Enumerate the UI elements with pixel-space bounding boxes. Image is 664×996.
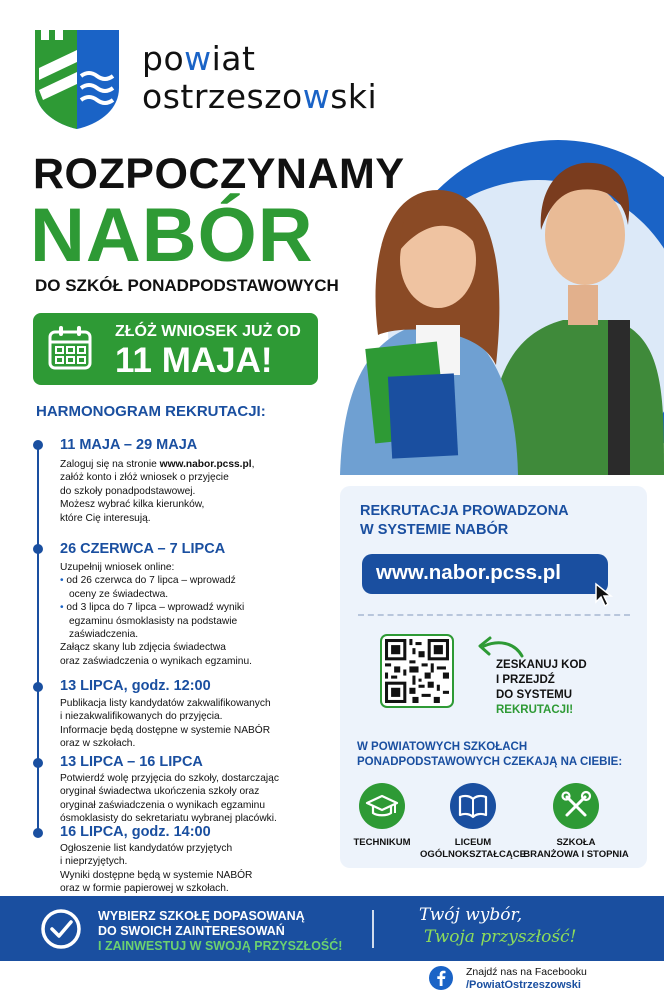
headline-subtitle: DO SZKÓŁ PONADPODSTAWOWYCH xyxy=(35,276,339,295)
timeline-dot xyxy=(33,682,43,692)
cta-line1: ZŁÓŻ WNIOSEK JUŻ OD xyxy=(115,323,301,340)
headline-rozpoczynamy: ROZPOCZYNAMY xyxy=(33,150,405,198)
timeline-dot xyxy=(33,440,43,450)
recruitment-info-panel xyxy=(340,486,647,868)
footer-line1: WYBIERZ SZKOŁĘ DOPASOWANĄ xyxy=(98,909,305,923)
school-branzowa-label: SZKOŁA BRANŻOWA I STOPNIA xyxy=(523,837,629,860)
schools-title: W POWIATOWYCH SZKOŁACH PONADPODSTAWOWYCH CZEKAJĄ NA CIEBIE: xyxy=(357,741,623,768)
schedule-title: HARMONOGRAM REKRUTACJI: xyxy=(36,403,266,420)
facebook-icon[interactable] xyxy=(429,966,453,990)
schedule-item-text: Potwierdź wolę przyjęcia do szkoły, dostarczając oryginał świadectwa ukończenia szkoły oraz oryginał zaświadczenia o wynikach egzaminu ósmoklasisty do sekretariatu wybranej placówki. xyxy=(60,773,279,825)
footer-banner xyxy=(0,896,664,961)
apply-date-banner xyxy=(33,313,318,385)
schedule-item-date: 26 CZERWCA – 7 LIPCA xyxy=(60,541,226,557)
slogan-line2: Twoja przyszłość! xyxy=(424,927,577,947)
mouse-cursor-icon xyxy=(594,582,616,608)
scan-qr-text: ZESKANUJ KOD I PRZEJDŹ DO SYSTEMU REKRUTACJI! xyxy=(496,659,587,716)
slogan-line1: Twój wybór, xyxy=(419,905,523,925)
divider xyxy=(358,614,630,616)
schedule-item-date: 11 MAJA – 29 MAJA xyxy=(60,437,198,453)
schedule-item-text: Zaloguj się na stronie www.nabor.pcss.pl, załóż konto i złóż wniosek o przyjęcie do szkoły ponadpodstawowej. Możesz wybrać kilka kierunków, które Cię interesują. xyxy=(60,459,255,524)
footer-line3: I ZAINWESTUJ W SWOJĄ PRZYSZŁOŚĆ! xyxy=(98,939,343,953)
timeline-dot xyxy=(33,758,43,768)
tools-icon xyxy=(553,783,599,829)
students-photo xyxy=(338,135,664,475)
powiat-coat-of-arms-logo xyxy=(33,28,121,130)
facebook-page-link[interactable]: /PowiatOstrzeszowski xyxy=(466,979,581,991)
school-liceum-label: LICEUM OGÓLNOKSZTAŁCĄCE xyxy=(420,837,526,860)
panel-title: REKRUTACJA PROWADZONA W SYSTEMIE NABÓR xyxy=(360,503,569,538)
facebook-caption: Znajdź nas na Facebooku xyxy=(466,966,587,978)
schedule-item-date: 13 LIPCA, godz. 12:00 xyxy=(60,678,211,694)
brand-name: powiat ostrzeszowski xyxy=(142,39,378,116)
school-technikum-label: TECHNIKUM xyxy=(353,837,411,848)
cta-line2: 11 MAJA! xyxy=(115,341,273,380)
footer-line2: DO SWOICH ZAINTERESOWAŃ xyxy=(98,924,285,938)
nabor-url-text: www.nabor.pcss.pl xyxy=(376,561,561,584)
nabor-url-link[interactable] xyxy=(362,554,608,594)
qr-code[interactable] xyxy=(380,634,454,708)
book-icon xyxy=(450,783,496,829)
footer-separator xyxy=(372,910,374,948)
checkmark-circle-icon xyxy=(40,908,82,950)
schedule-item-text: Uzupełnij wniosek online: • od 26 czerwca do 7 lipca – wprowadź oceny ze świadectwa. • od 3 lipca do 7 lipca – wprowadź wyniki egzaminu ósmoklasisty na podstawie zaświadczenia. Załącz skany lub zdjęcia świadectwa oraz zaświadczenia o wynikach egzaminu. xyxy=(60,562,252,667)
timeline-dot xyxy=(33,544,43,554)
schedule-item-date: 13 LIPCA – 16 LIPCA xyxy=(60,754,203,770)
qr-code-icon xyxy=(385,639,449,703)
graduation-cap-icon xyxy=(359,783,405,829)
schedule-item-text: Ogłoszenie list kandydatów przyjętych i nieprzyjętych. Wyniki dostępne będą w systemie NABÓR oraz w formie papierowej w szkołach. xyxy=(60,843,253,895)
timeline-line xyxy=(37,446,39,836)
calendar-icon xyxy=(47,324,93,372)
schedule-item-date: 16 LIPCA, godz. 14:00 xyxy=(60,824,211,840)
schedule-item-text: Publikacja listy kandydatów zakwalifikowanych i niezakwalifikowanych do przyjęcia. Informacje będą dostępne w systemie NABÓR oraz w szkołach. xyxy=(60,698,271,750)
timeline-dot xyxy=(33,828,43,838)
headline-nabor: NABÓR xyxy=(30,193,314,278)
